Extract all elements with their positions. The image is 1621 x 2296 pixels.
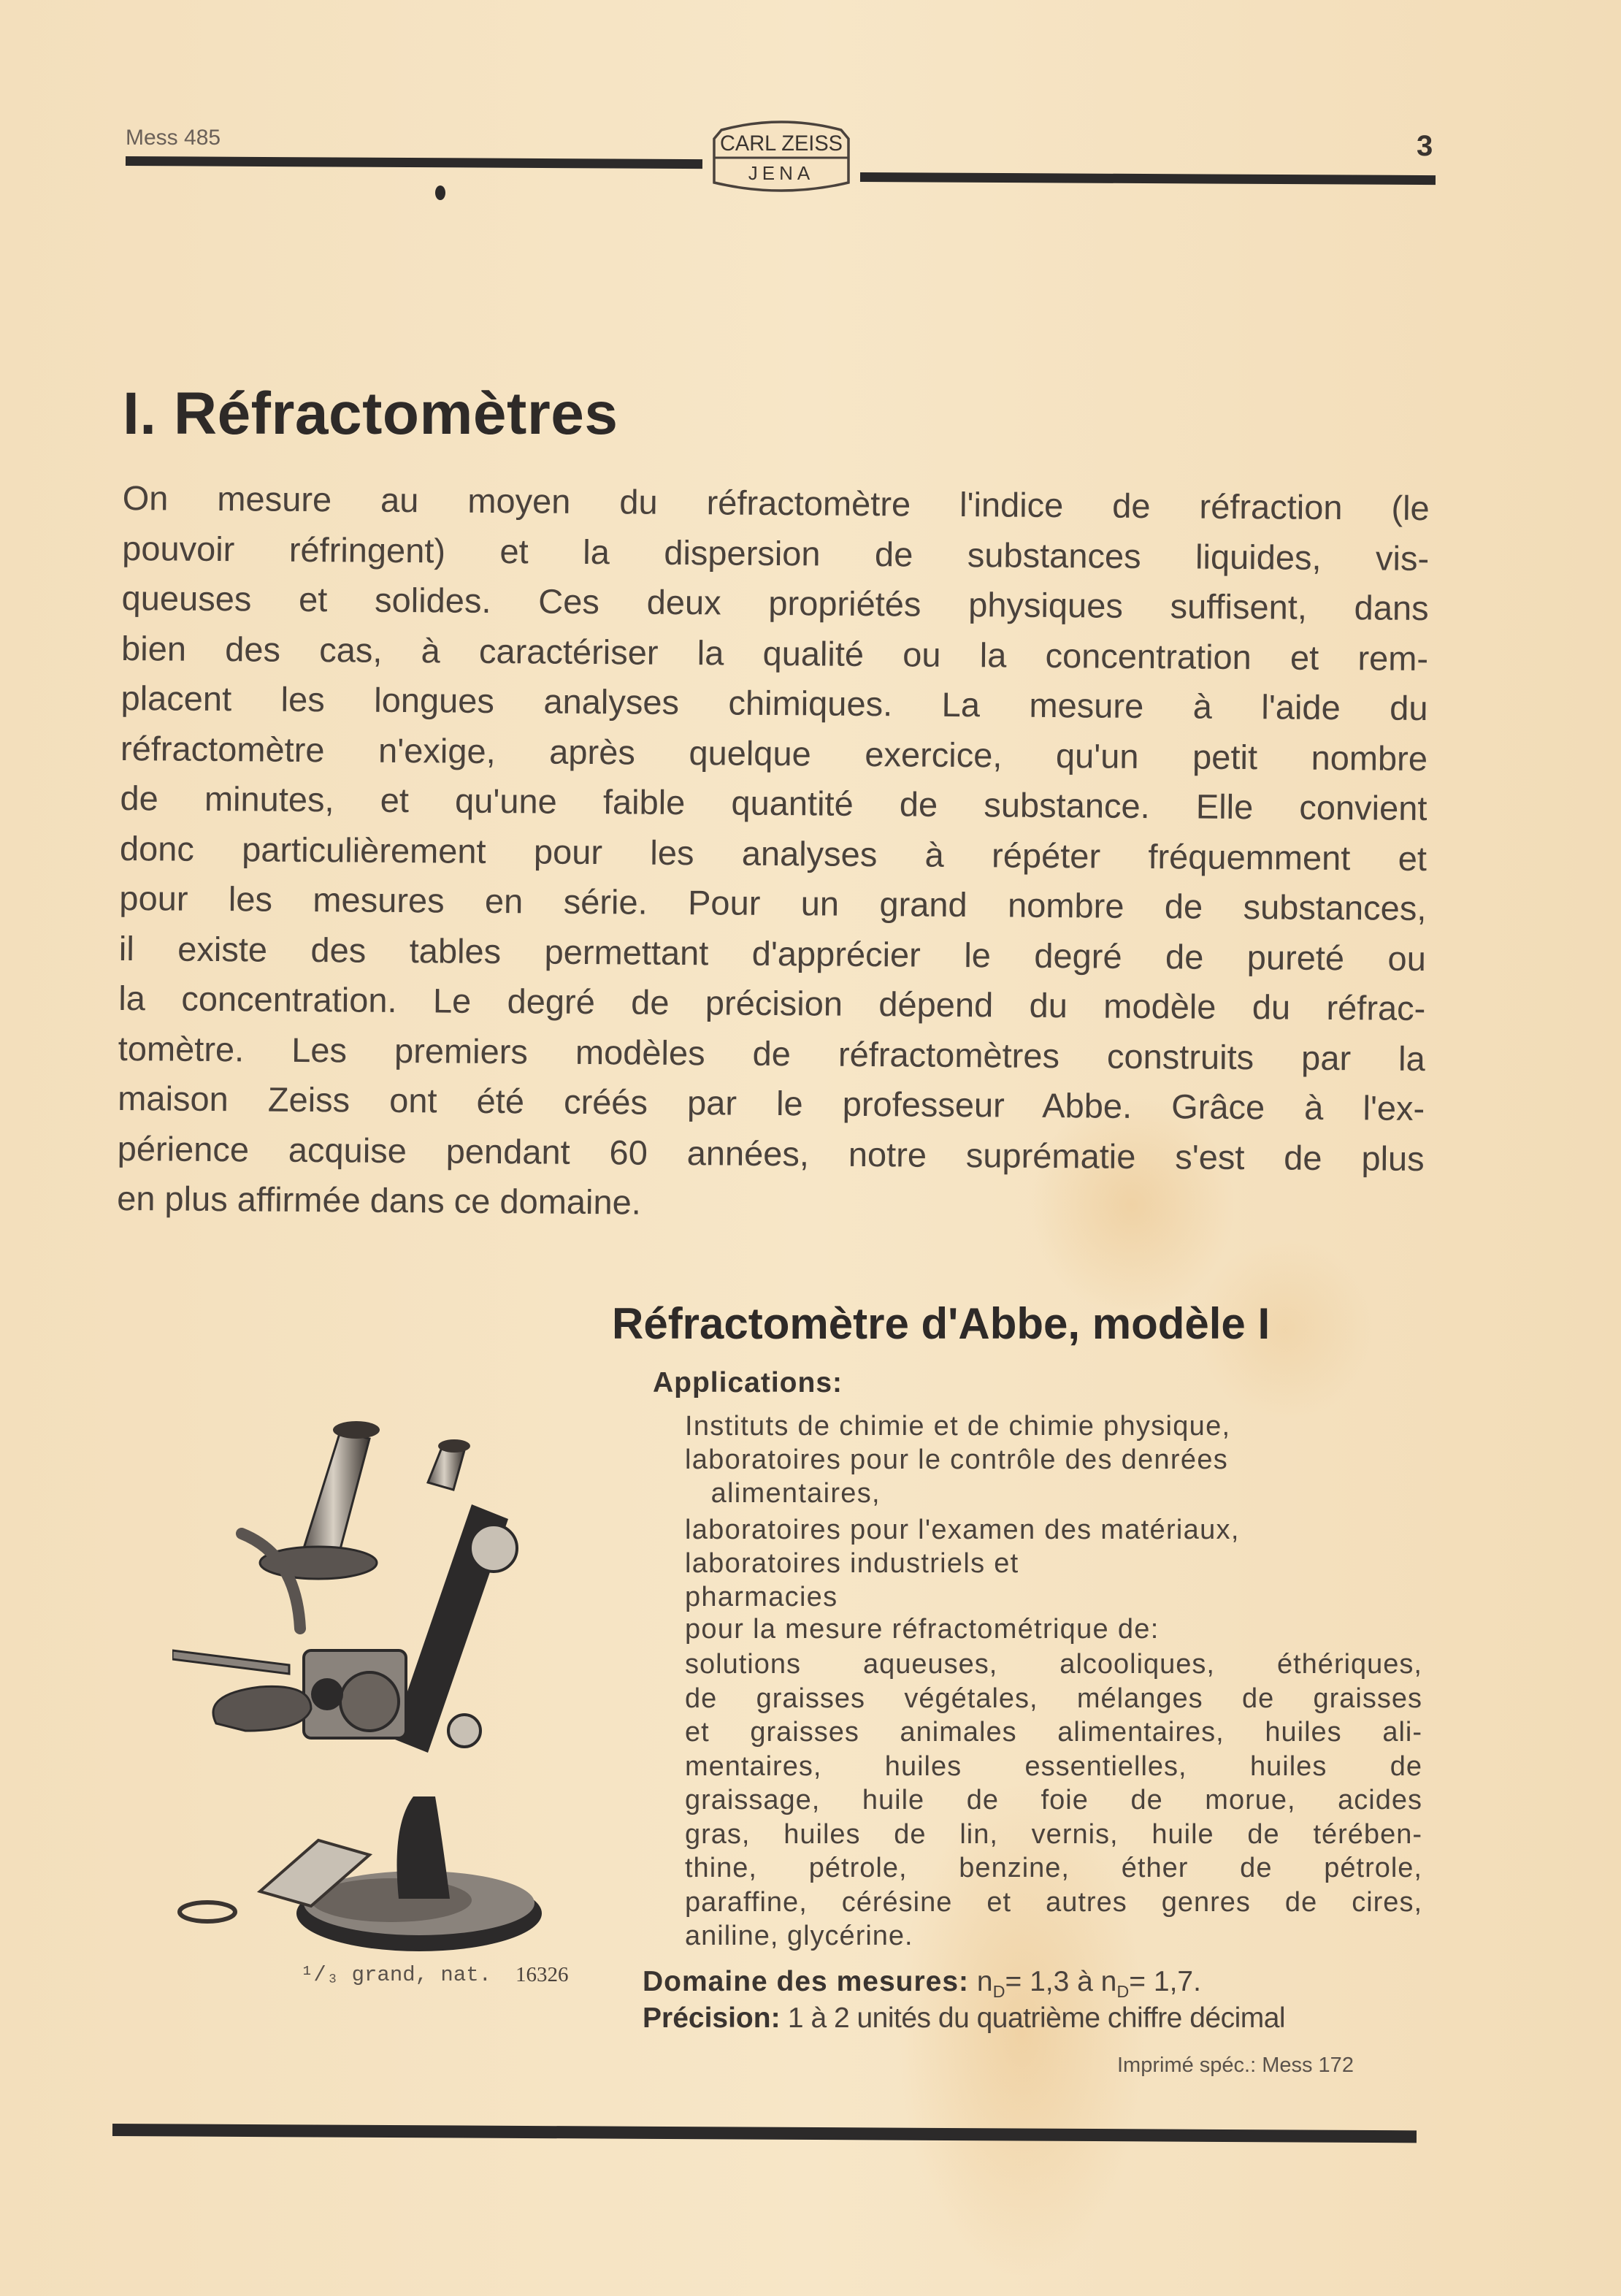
substance-line: aniline, glycérine. xyxy=(685,1921,913,1951)
page-number: 3 xyxy=(1417,130,1433,162)
thermometer xyxy=(172,1650,289,1674)
intro-line: de minutes, et qu'une faible quantité de substance. Elle convient xyxy=(120,778,1428,828)
product-title: Réfractomètre d'Abbe, modèle I xyxy=(612,1299,1271,1348)
application-item: laboratoires pour le contrôle des denrées xyxy=(685,1444,1229,1475)
section-title: I. Réfractomètres xyxy=(123,380,618,447)
substance-line: thine, pétrole, benzine, éther de pétrole, xyxy=(685,1853,1422,1883)
intro-line: pour les mesures en série. Pour un grand nombre de substances, xyxy=(119,878,1427,928)
header-rule-left xyxy=(126,156,702,169)
range-value: $n_D= 1,3$ à $n_D= 1,7$. xyxy=(976,1966,1201,2001)
intro-line: la concentration. Le degré de précision dépend du modèle du réfrac- xyxy=(118,978,1426,1028)
intro-line: placent les longues analyses chimiques. La mesure à l'aide du xyxy=(120,678,1428,728)
figure-scale-caption: ¹/₃ grand, nat. xyxy=(301,1963,492,1987)
applications-label: Applications: xyxy=(653,1367,843,1398)
application-item: alimentaires, xyxy=(685,1478,881,1509)
precision xyxy=(643,2002,1285,2035)
loose-ring xyxy=(180,1902,235,1921)
intro-paragraph xyxy=(117,473,1430,1234)
range-label: Domaine des mesures: xyxy=(643,1966,970,1997)
document-reference: Mess 485 xyxy=(126,126,221,150)
intro-line: réfractomètre n'exige, après quelque exercice, qu'un petit nombre xyxy=(120,728,1428,778)
intro-line: On mesure au moyen du réfractomètre l'indice de réfraction (le xyxy=(122,478,1430,528)
intro-line: tomètre. Les premiers modèles de réfractomètres construits par la xyxy=(118,1028,1425,1078)
telescope-eyepiece xyxy=(304,1431,369,1563)
intro-line: queuses et solides. Ces deux propriétés physiques suffisent, dans xyxy=(121,578,1429,628)
intro-line: pouvoir réfringent) et la dispersion de substances liquides, vis- xyxy=(121,528,1430,578)
ink-dot xyxy=(435,185,445,200)
intro-line: bien des cas, à caractériser la qualité ou la concentration et rem- xyxy=(120,628,1429,678)
substance-line: graissage, huile de foie de morue, acides xyxy=(685,1785,1422,1815)
intro-line: il existe des tables permettant d'apprécier le degré de pureté ou xyxy=(118,928,1427,978)
measure-intro: pour la mesure réfractométrique de: xyxy=(685,1614,1160,1645)
refractometer-illustration xyxy=(172,1388,596,1972)
figure-number: 16326 xyxy=(516,1963,569,1986)
reading-eyepiece xyxy=(428,1446,464,1490)
substance-line: et graisses animales alimentaires, huiles ali- xyxy=(685,1717,1422,1748)
print-reference: Imprimé spéc.: Mess 172 xyxy=(1117,2054,1354,2077)
intro-line: périence acquise pendant 60 années, notre suprématie s'est de plus xyxy=(117,1128,1425,1178)
carl-zeiss-jena-logo xyxy=(705,117,857,196)
header-rule-right xyxy=(860,172,1436,185)
precision-label: Précision: xyxy=(643,2002,781,2034)
intro-line: en plus affirmée dans ce domaine. xyxy=(116,1178,642,1222)
application-item: Instituts de chimie et de chimie physique, xyxy=(685,1411,1231,1442)
adjustment-drum xyxy=(470,1525,517,1572)
stand-column xyxy=(397,1796,451,1899)
substance-line: de graisses végétales, mélanges de graisses xyxy=(685,1683,1422,1714)
intro-line: donc particulièrement pour les analyses à répéter fréquemment et xyxy=(119,828,1428,878)
precision-value: 1 à 2 unités du quatrième chiffre décimal xyxy=(780,2002,1286,2034)
intro-line: maison Zeiss ont été créés par le professeur Abbe. Grâce à l'ex- xyxy=(118,1078,1425,1128)
logo-bottom-text: JENA xyxy=(748,162,815,184)
substance-line: mentaires, huiles essentielles, huiles de xyxy=(685,1750,1422,1782)
substance-line: paraffine, cérésine et autres genres de cires, xyxy=(685,1886,1422,1918)
substance-line: solutions aqueuses, alcooliques, éthériques, xyxy=(685,1649,1422,1680)
measurement-range xyxy=(643,1966,1201,2002)
application-item: laboratoires pour l'examen des matériaux, xyxy=(685,1515,1240,1545)
substance-line: gras, huiles de lin, vernis, huile de térében- xyxy=(685,1818,1422,1850)
application-item: pharmacies xyxy=(685,1582,838,1612)
application-item: laboratoires industriels et xyxy=(685,1548,1019,1579)
footer-rule xyxy=(112,2124,1417,2143)
logo-top-text: CARL ZEISS xyxy=(720,131,843,156)
